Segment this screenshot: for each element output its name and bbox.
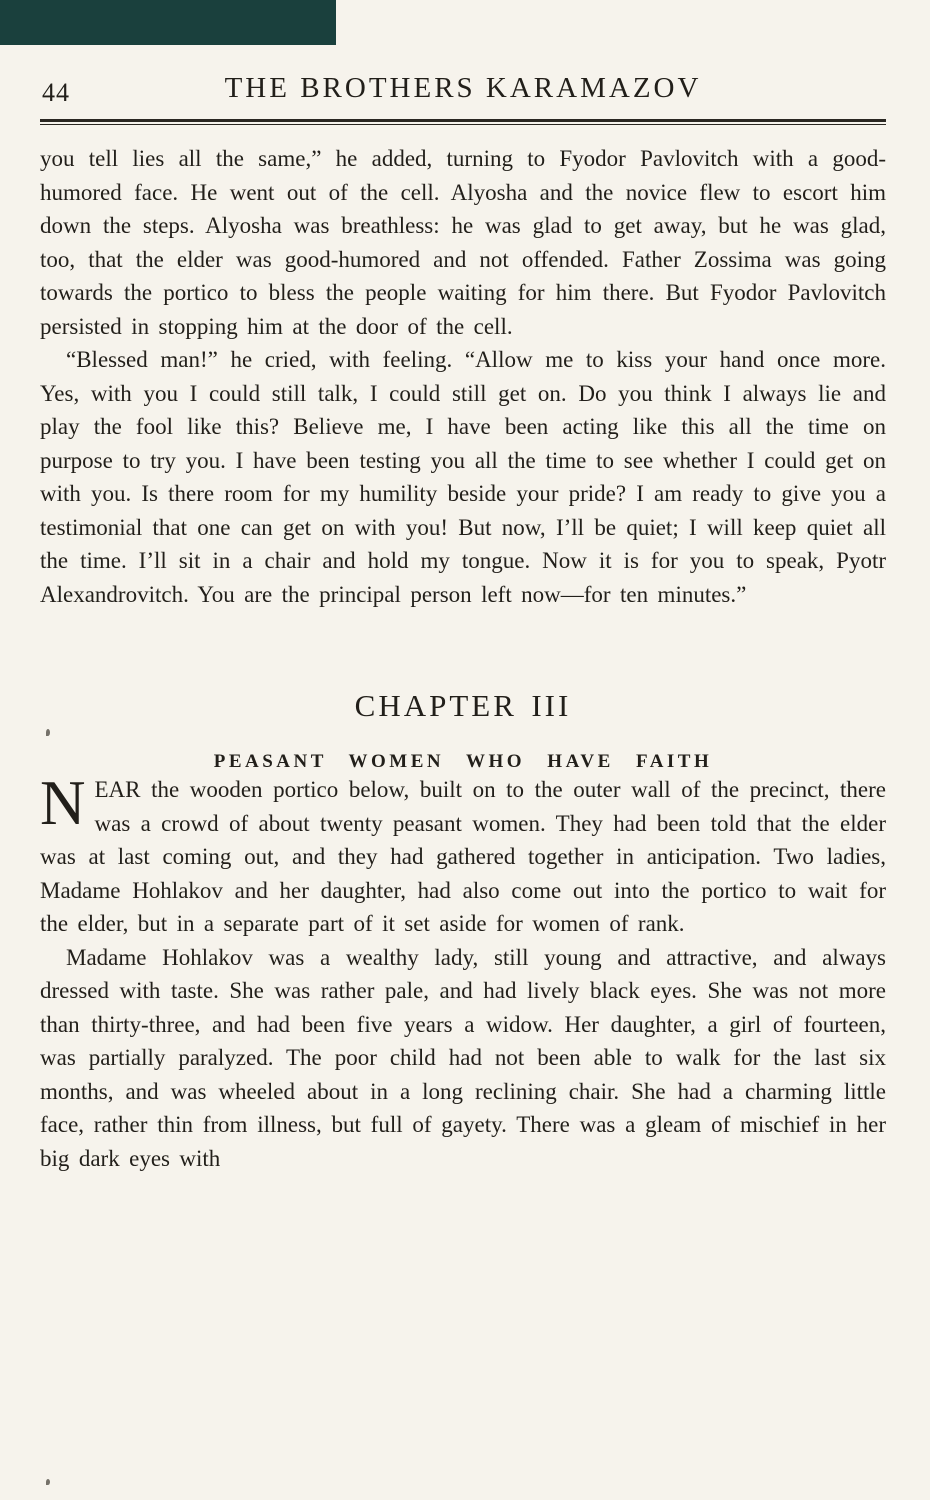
running-title: THE BROTHERS KARAMAZOV [224, 72, 702, 104]
drop-cap: N [40, 768, 86, 838]
scan-speck [46, 1479, 50, 1485]
header-rule [40, 119, 886, 125]
paragraph-3-text: the wooden portico below, built on to the outer wall of the precinct, there was a crowd of about twenty peasant women. They had been told that the elder was at last coming out, and they had gathered together in anticipation. Two ladies, Madame Hohlakov and her daughter, had also come out into the portico to wait for the elder, but in a separate part of it set aside for women of rank. [40, 777, 886, 936]
lead-caps: EAR [94, 777, 141, 802]
paragraph-4: Madame Hohlakov was a wealthy lady, still young and attractive, and always dressed with taste. She was rather pale, and had lively black eyes. She was not more than thirty-three, and had been five years a widow. Her daughter, a girl of fourteen, was partially paralyzed. The poor child had not been able to walk for the last six months, and was wheeled about in a long reclining chair. She had a charming little face, rather thin from illness, but full of gayety. There was a gleam of mischief in her big dark eyes with [40, 944, 886, 1171]
page-number: 44 [42, 78, 70, 107]
chapter-heading: CHAPTER III [354, 688, 572, 723]
chapter-subtitle: PEASANT WOMEN WHO HAVE FAITH [213, 751, 713, 772]
paragraph-1: you tell lies all the same,” he added, turning to Fyodor Pavlovitch with a good-humored face. He went out of the cell. Alyosha and the novice flew to escort him down the steps. Alyosha was breathless: he was glad to get away, but he was glad, too, that the elder was good-humored and not offended. Father Zossima was going towards the portico to bless the people waiting for him there. But Fyodor Pavlovitch persisted in stopping him at the door of the cell. [40, 146, 886, 339]
scan-speck [46, 729, 50, 736]
paragraph-3 [40, 768, 886, 941]
page-body [40, 142, 886, 1175]
paragraph-2: “Blessed man!” he cried, with feeling. “Allow me to kiss your hand once more. Yes, with you I could still talk, I could still get on. Do you think I always lie and play the fool like this? Believe me, I have been acting like this all the time on purpose to try you. I have been testing you all the time to see whether I could get on with you. Is there room for my humility beside your pride? I am ready to give you a testimonial that one can get on with you! But now, I’ll be quiet; I will keep quiet all the time. I’ll sit in a chair and hold my tongue. Now it is for you to speak, Pyotr Alexandrovitch. You are the principal person left now—for ten minutes.” [40, 347, 886, 607]
page-header [40, 72, 886, 108]
